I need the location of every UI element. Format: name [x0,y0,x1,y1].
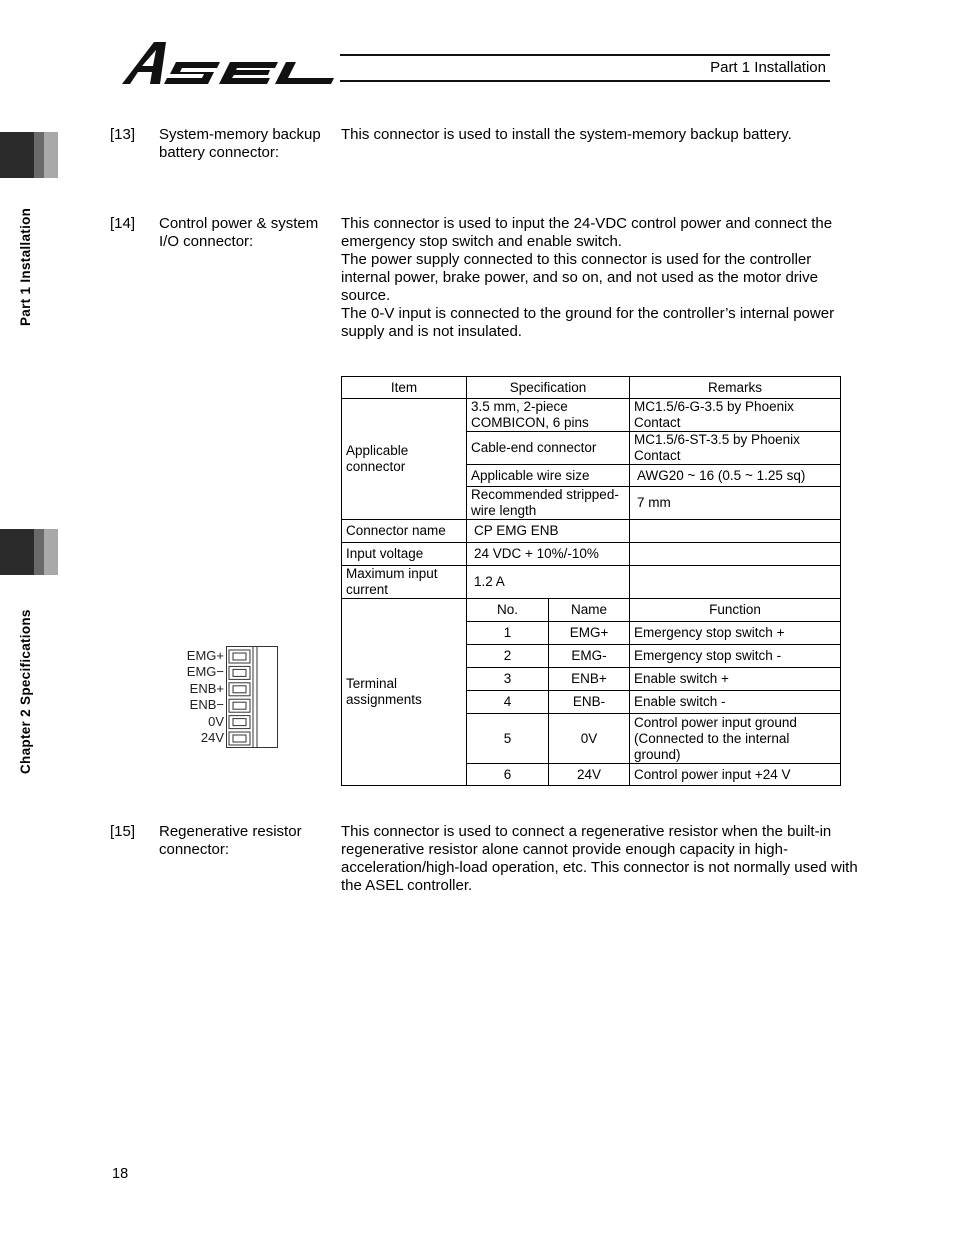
cell-remarks: MC1.5/6-ST-3.5 by Phoenix Contact [630,432,841,465]
item-13-paragraph: This connector is used to install the system-memory backup battery. [341,126,792,143]
cell-function: Control power input +24 V [630,764,841,786]
page-number: 18 [112,1166,129,1182]
header-rule-top [340,54,830,56]
cell-spec: 1.2 A [467,566,630,599]
side-tab-part [0,132,58,178]
terminal-header-row [342,599,841,622]
cell-name: 0V [549,714,630,764]
th-name: Name [549,599,630,622]
cell-no: 5 [467,714,549,764]
th-remarks: Remarks [630,377,841,399]
cell-remarks: AWG20 ~ 16 (0.5 ~ 1.25 sq) [630,465,841,487]
cell-remarks: MC1.5/6-G-3.5 by Phoenix Contact [630,399,841,432]
header-section-title: Part 1 Installation [710,59,826,76]
cell-name: EMG- [549,645,630,668]
cell-no: 2 [467,645,549,668]
cell-name: ENB+ [549,668,630,691]
connector-pin-labels [172,648,224,746]
cell-name: 24V [549,764,630,786]
cell-function: Control power input ground (Connected to the internal ground) [630,714,841,764]
cell-spec: Recommended stripped-wire length [467,487,630,520]
th-function: Function [630,599,841,622]
table-row [342,566,841,599]
connector-icon [226,646,278,748]
connector-spec-table [341,376,841,786]
cell-spec: Applicable wire size [467,465,630,487]
item-15-label: Regenerative resistor connector: [159,823,302,858]
item-13-label: System-memory backup battery connector: [159,126,321,161]
pin-label: ENB− [189,697,224,713]
item-14-description [341,215,861,341]
item-14-paragraph-3: The 0-V input is connected to the ground for the controller’s internal power supply and is not insulated. [341,305,835,340]
cell-no: 6 [467,764,549,786]
item-13-number: [13] [110,126,136,143]
cell-remarks [630,543,841,566]
side-label-part: Part 1 Installation [18,207,33,326]
item-15-paragraph: This connector is used to connect a regenerative resistor when the built-in regenerative resistor alone cannot provide enough capacity in high-acceleration/high-load operation, etc. This connector is not normally used with the ASEL controller. [341,823,858,894]
pin-label: 24V [200,730,224,746]
cell-remarks [630,566,841,599]
side-tab-chapter [0,529,58,575]
cell-item: Maximum input current [342,566,467,599]
header-rule-bottom [340,80,830,82]
item-14-paragraph-1: This connector is used to input the 24-VDC control power and connect the emergency stop switch and enable switch. [341,215,833,250]
asel-logo [120,36,342,88]
item-13-description [341,126,861,144]
pin-label: 0V [208,713,224,729]
cell-item: Input voltage [342,543,467,566]
item-14-label: Control power & system I/O connector: [159,215,319,250]
cell-function: Emergency stop switch - [630,645,841,668]
cell-spec: 24 VDC + 10%/-10% [467,543,630,566]
cell-function: Enable switch + [630,668,841,691]
th-no: No. [467,599,549,622]
item-15-description [341,823,861,895]
item-14-paragraph-2: The power supply connected to this connector is used for the controller internal power, brake power, and so on, and not used as the motor drive source. [341,251,818,304]
cell-item: Connector name [342,520,467,543]
pin-label: EMG+ [186,648,224,663]
pin-label: ENB+ [189,680,224,696]
cell-spec: CP EMG ENB [467,520,630,543]
pin-label: EMG− [186,664,224,680]
th-item: Item [342,377,467,399]
cell-function: Enable switch - [630,691,841,714]
cell-applicable-connector: Applicable connector [342,399,467,520]
item-15-number: [15] [110,823,136,840]
table-row [342,543,841,566]
table-row [342,399,841,432]
cell-remarks: 7 mm [630,487,841,520]
cell-remarks [630,520,841,543]
side-label-chapter: Chapter 2 Specifications [18,609,33,774]
item-14-number: [14] [110,215,136,232]
cell-no: 1 [467,622,549,645]
cell-terminal-assignments: Terminal assignments [342,599,467,786]
cell-name: ENB- [549,691,630,714]
cell-function: Emergency stop switch + [630,622,841,645]
cell-spec: 3.5 mm, 2-piece COMBICON, 6 pins [467,399,630,432]
cell-spec: Cable-end connector [467,432,630,465]
th-specification: Specification [467,377,630,399]
cell-no: 4 [467,691,549,714]
table-row [342,520,841,543]
cell-name: EMG+ [549,622,630,645]
table-header-row [342,377,841,399]
cell-no: 3 [467,668,549,691]
